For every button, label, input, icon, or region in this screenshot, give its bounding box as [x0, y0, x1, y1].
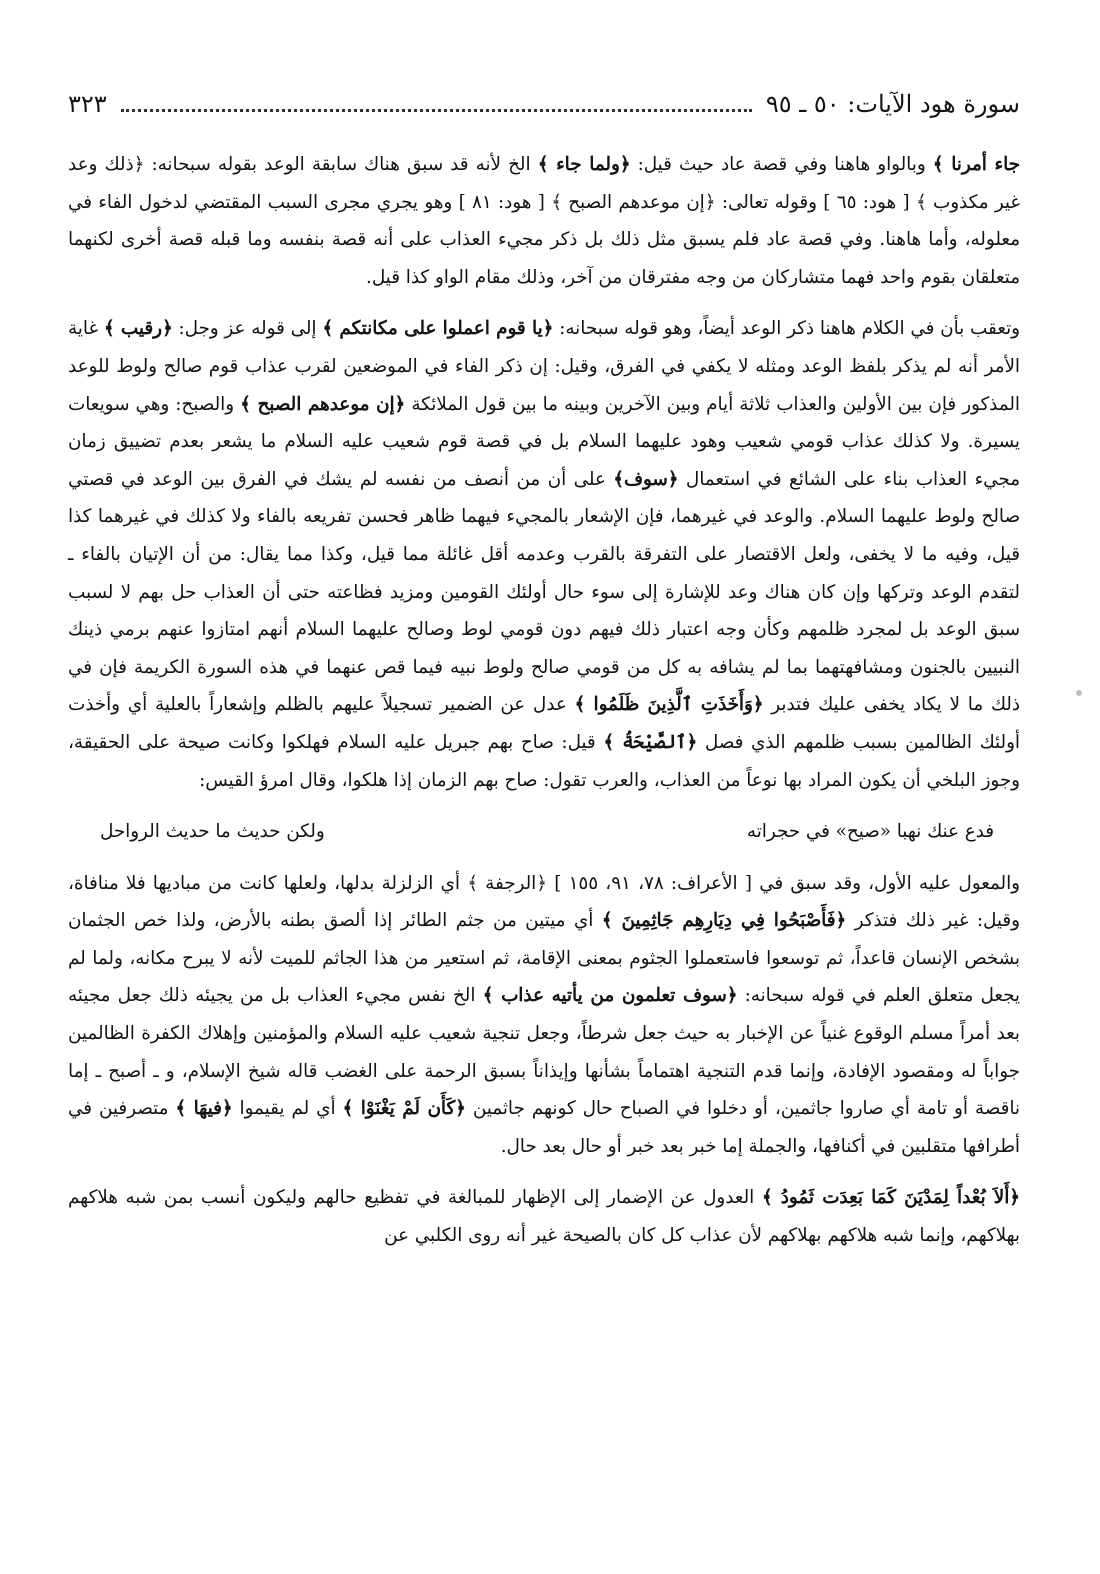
poem-verse: [68, 813, 1020, 851]
text-run: متصرفين في أطرافها متقلبين في أكنافها، والجملة إما خبر بعد خبر أو حال بعد حال.: [68, 1098, 1020, 1157]
body-text: [68, 146, 1020, 1269]
text-run: غاية الأمر أنه لم يذكر بلفظ الوعد ومثله لا يكفي في الفرق، وقيل: إن ذكر الفاء في الموضعين لقرب عذاب قوم صالح ولوط للوعد المذكور فإن بين الأولين والعذاب ثلاثة أيام وبين الآخرين وبينه ما بين قول الملائكة: [68, 318, 1020, 415]
text-run: ﴿الرجفة ﴾: [467, 872, 547, 894]
paragraph: [68, 865, 1020, 1166]
text-run: على أن من أنصف من نفسه لم يشك في الفرق بين الوعد في قصتي صالح ولوط عليهما السلام. والوعد في غيرهما، فإن الإشعار بالمجيء فيهما ظاهر فحسن تفريعه بالفاء ولا كذلك في غيرهما كذا قيل، وفيه ما لا يخفى، ولعل الاقتصار على التفرقة بالقرب وعدمه أقل غائلة مما قيل، وكذا مما يقال: من أن الإتيان بالفاء ـ لتقدم الوعد وتركها وإن كان هناك وعد للإشارة إلى سوء حال أولئك القومين ومزيد فظاعته حتى أن العذاب حل بهم لا لسبب سبق الوعد بل لمجرد ظلمهم وكأن وجه اعتبار ذلك فيهم دون قومي لوط وصالح عليهما السلام أنهم امتازوا عنهم برمي ذينك النبيين بالجنون ومشافهتهما بما لم يشافه به كل من قومي صالح ولوط نبيه فيما قص عنهما في هذه السورة الكريمة فإن في ذلك ما لا يكاد يخفى عليك فتدبر: [68, 468, 1020, 716]
poem-hemistich-second: ولكن حديث ما حديث الرواحل: [100, 821, 325, 843]
text-run: ﴿ذلك وعد غير مكذوب ﴾: [68, 154, 1020, 213]
text-run: أي ميتين من جثم الطائر إذا ألصق بطنه بالأرض، ولذا خص الجثمان بشخص الإنسان قاعداً، ثم توسعوا فاستعملوا الجثوم بمعنى الإقامة، ثم استعير من هذا الجاثم للميت لأنه لا يبرح مكانه، ولما لم يجعل متعلق العلم في قوله سبحانه:: [68, 910, 1021, 1007]
text-run: عدل عن الضمير تسجيلاً عليهم بالظلم وإشعاراً بالعلية أي وأخذت أولئك الظالمين بسبب ظلمهم الذي فصل: [68, 694, 1020, 753]
quran-quote: ﴿يا قوم اعملوا على مكانتكم ﴾: [322, 318, 554, 340]
text-run: والمعول عليه الأول، وقد سبق في [ الأعراف: ٧٨، ٩١، ١٥٥ ]: [546, 872, 1021, 894]
text-run: وبالواو هاهنا وفي قصة عاد حيث قيل:: [630, 154, 933, 175]
quran-quote: ﴿وَأَخَذَتِ ٱلَّذِينَ ظَلَمُوا ﴾: [574, 694, 764, 716]
text-run: ﴿إن موعدهم الصبح ﴾: [551, 191, 716, 213]
paragraphs-before-poem: [68, 146, 1020, 799]
quran-quote: ﴿إن موعدهم الصبح ﴾: [240, 393, 406, 415]
paragraph: [68, 310, 1020, 799]
margin-dot: [1076, 690, 1082, 696]
quran-quote: ﴿فَأَصْبَحُوا فِي دِيَارِهِم جَاثِمِينَ ﴾: [601, 910, 847, 932]
running-title: سورة هود الآيات: ٥٠ ـ ٩٥: [765, 90, 1020, 118]
text-run: الخ نفس مجيء العذاب بل من يجيئه ذلك جعل مجيئه بعد أمراً مسلم الوقوع غنياً عن الإخبار به حيث جعل شرطاً، وجعل تنجية شعيب عليه السلام والمؤمنين وإهلاك الكفرة الظالمين جواباً له ومقصود الإفادة، وإنما قدم التنجية اهتماماً بشأنها وإيذاناً بسبق الرحمة على الغضب قاله شيخ الإسلام، و ـ أصبح ـ إما ناقصة أو تامة أي صاروا جاثمين، أو دخلوا في الصباح حال كونهم جاثمين: [68, 985, 1020, 1120]
paragraphs-after-poem: [68, 865, 1020, 1255]
text-run: [ هود: ٦٥ ] وقوله تعالى:: [715, 191, 916, 213]
quran-quote: ﴿أَلاَ بُعْداً لِمَدْيَنَ كَمَا بَعِدَت ثَمُودُ ﴾: [761, 1187, 1020, 1209]
quran-quote: ﴿كَأَن لَمْ يَغْنَوْا ﴾: [342, 1098, 466, 1120]
page-number: ٣٢٣: [68, 90, 107, 118]
paragraph: [68, 146, 1020, 296]
quran-quote: ﴿فيهَا ﴾: [175, 1098, 233, 1120]
text-run: إلى قوله عز وجل:: [172, 318, 323, 340]
paragraph: [68, 1179, 1020, 1254]
text-run: والصبح: وهي سويعات يسيرة. ولا كذلك عذاب قومي شعيب وهود عليهما السلام بل في قصة قوم شعيب عليه السلام ما يشعر بعدم تضييق زمان مجيء العذاب بناء على الشائع في استعمال: [68, 393, 1020, 490]
quran-quote: ﴿ٱلصَّيْحَةُ ﴾: [603, 731, 698, 753]
header-dot-leader: [121, 109, 752, 112]
text-run: أي لم يقيموا: [232, 1098, 343, 1120]
text-run: وتعقب بأن في الكلام هاهنا ذكر الوعد أيضاً، وهو قوله سبحانه:: [553, 318, 1020, 340]
text-run: قيل: صاح بهم جبريل عليه السلام فهلكوا وكانت صيحة على الحقيقة، وجوز البلخي أن يكون المراد بها نوعاً من العذاب، والعرب تقول: صاح بهم الزمان إذا هلكوا، وقال امرؤ القيس:: [68, 731, 1020, 791]
quran-quote: ﴿سوف تعلمون من يأتيه عذاب ﴾: [482, 985, 738, 1007]
text-run: [ هود: ٨١ ] وهو يجري مجرى السبب المقتضي لدخول الفاء في معلوله، وأما هاهنا. وفي قصة عاد فلم يسبق مثل ذلك بل ذكر مجيء العذاب على أنه قصة بنفسه وما قبله قصة أخرى لكنهما متعلقان بقوم واحد فهما متشاركان من وجه مفترقان من آخر، وذلك مقام الواو كذا قيل.: [68, 191, 1020, 288]
quran-quote: ﴿رقيب ﴾: [103, 318, 173, 340]
text-run: العدول عن الإضمار إلى الإظهار للمبالغة في تفظيع حالهم وليكون أنسب بمن شبه هلاكهم بهلاكهم، وإنما شبه هلاكهم بهلاكهم لأن عذاب كل كان بالصيحة غير أنه روى الكلبي عن: [68, 1187, 1020, 1247]
poem-hemistich-first: فدع عنك نهبا «صيح» في حجراته: [746, 821, 994, 843]
page-header: [68, 84, 1020, 124]
quran-quote: ﴿ولما جاء ﴾: [537, 154, 631, 175]
text-run: أي الزلزلة بدلها، ولعلها كانت من مباديها فلا منافاة، وقيل: غير ذلك فتذكر: [68, 872, 1020, 932]
text-run: الخ لأنه قد سبق هناك سابقة الوعد بقوله سبحانه:: [144, 154, 538, 175]
quran-quote: جاء أمرنا ﴾: [932, 154, 1020, 175]
quran-quote: ﴿سوف﴾: [613, 468, 679, 490]
